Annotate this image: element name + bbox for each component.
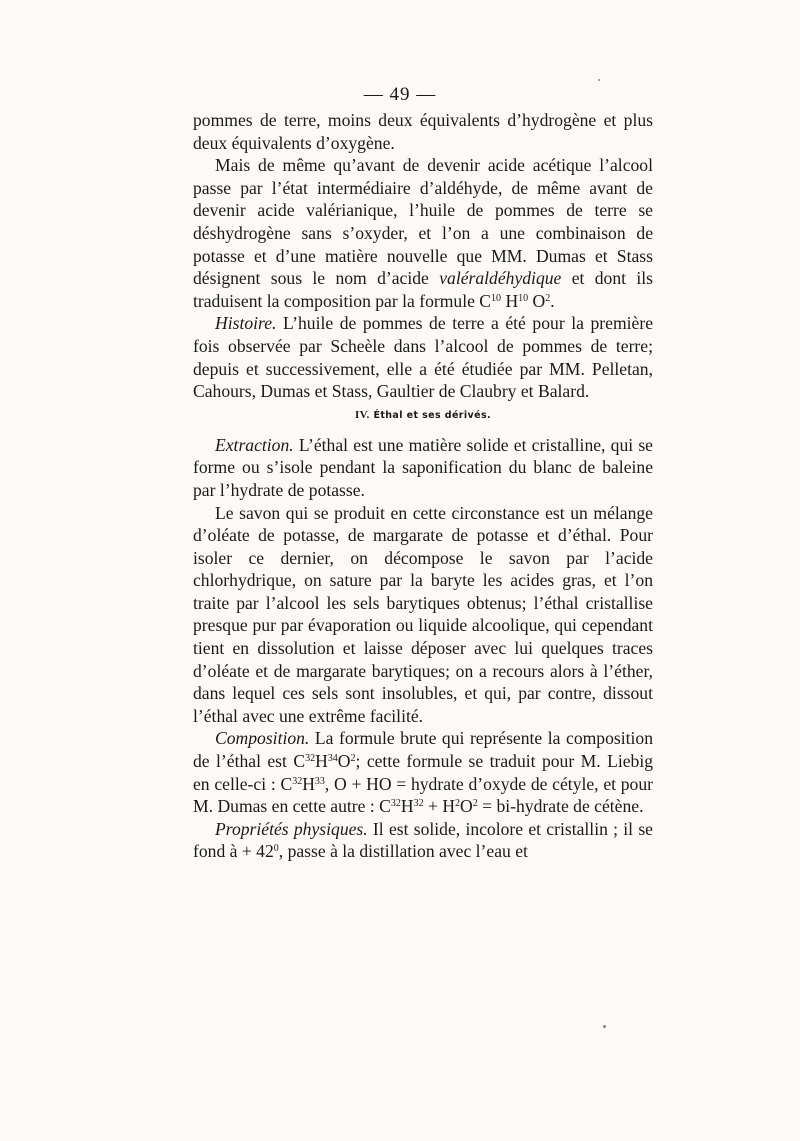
- formula-text: H: [400, 796, 414, 817]
- paragraph-histoire: [193, 312, 653, 402]
- paragraph-label: Composition.: [215, 728, 310, 749]
- formula-text: O: [528, 290, 546, 311]
- paragraph-text: pommes de terre, moins deux équivalents d’hydrogène et plus deux équivalents d’oxygène.: [193, 110, 653, 153]
- formula-text: H: [501, 290, 519, 311]
- paragraph-text: et dont ils traduisent la composition par la formule C: [193, 268, 654, 311]
- formula-text: O: [337, 751, 351, 772]
- paragraph-text: Mais de même qu’avant de devenir acide acétique l’alcool passe par l’état intermédiaire d’aldéhyde, de même avant de devenir acide valérianique, l’huile de pommes de terre se déshydrogène sans s’oxyder, et l’on a une combinaison de potasse et d’une matière nouvelle que MM. Dumas et Stass désignent sous le nom d’acide: [193, 155, 653, 289]
- formula-text: , O + HO = hydrate d’oxyde de cétyle, et pour M. Dumas en cette autre : C: [193, 773, 654, 817]
- formula-text: = bi-hydrate de cétène.: [477, 796, 644, 817]
- formula-text: La formule brute qui représente la composition de l’éthal est C: [193, 728, 653, 772]
- body-text: [193, 109, 653, 863]
- section-number: IV.: [354, 408, 370, 421]
- formula-superscript: 2: [545, 292, 551, 304]
- paragraph-text: , passe à la distillation avec l’eau et: [278, 841, 528, 862]
- paragraph-text: Il est solide, incolore et cristallin ; il se fond à + 42: [193, 818, 653, 862]
- formula-superscript: 34: [327, 753, 338, 765]
- formula-superscript: 10: [518, 292, 529, 304]
- formula-text: ; cette formule se traduit pour M. Liebig en celle-ci : C: [193, 751, 653, 794]
- paragraph-label: Propriétés physiques.: [215, 818, 368, 839]
- paragraph-savon: [193, 502, 653, 728]
- formula-superscript: 2: [455, 798, 461, 810]
- paragraph-label: Extraction.: [215, 434, 294, 455]
- paragraph-continuation: [193, 109, 653, 154]
- section-title: Éthal et ses dérivés.: [373, 409, 492, 421]
- paragraph-extraction: [193, 434, 653, 502]
- paragraph-text: L’éthal est une matière solide et cristalline, qui se forme ou s’isole pendant la saponification du blanc de baleine par l’hydrate de potasse.: [193, 434, 653, 500]
- paragraph-text: Le savon qui se produit en cette circonstance est un mélange d’oléate de potasse, de margarate de potasse et d’éthal. Pour isoler ce dernier, on décompose le savon par l’acide chlorhydrique, on sature par la baryte les acides gras, et l’on traite par l’alcool les sels barytiques obtenus; l’éthal cristallise presque pur par évaporation ou liquide alcoolique, qui cependant tient en dissolution et laisse déposer avec lui quelques traces d’oléate et de margarate barytiques; on a recours alors à l’éther, dans lequel ces sels sont insolubles, et qui, par contre, dissout l’éthal avec une extrême facilité.: [193, 502, 653, 726]
- formula-text: + H: [423, 796, 456, 817]
- formula-superscript: 2: [472, 798, 478, 810]
- paragraph-proprietes: [193, 818, 653, 863]
- page-number: — 49 —: [363, 84, 437, 105]
- formula-superscript: 33: [314, 775, 325, 787]
- formula-superscript: 2: [350, 753, 356, 765]
- paper-speck: [598, 79, 600, 81]
- formula-text: H: [302, 773, 315, 794]
- paragraph-composition: [193, 727, 653, 817]
- formula-text: H: [315, 751, 328, 772]
- formula-superscript: 0: [273, 843, 279, 855]
- paragraph-label: Histoire.: [215, 313, 277, 334]
- paragraph-aldehyde: [193, 154, 653, 312]
- formula-superscript: 32: [305, 753, 316, 765]
- section-heading: [193, 406, 653, 425]
- italic-term: valéraldéhydique: [439, 268, 562, 289]
- formula-superscript: 10: [491, 292, 502, 304]
- formula-superscript: 32: [292, 775, 303, 787]
- formula-text: O: [460, 796, 473, 817]
- paper-speck: [603, 1025, 606, 1028]
- formula-text: .: [550, 290, 555, 311]
- formula-superscript: 32: [390, 798, 401, 810]
- paragraph-text: L’huile de pommes de terre a été pour la première fois observée par Scheèle dans l’alcool de pommes de terre; depuis et successivement, elle a été étudiée par MM. Pelletan, Cahours, Dumas et Stass, Gaultier de Claubry et Balard.: [193, 313, 653, 402]
- formula-superscript: 32: [413, 798, 424, 810]
